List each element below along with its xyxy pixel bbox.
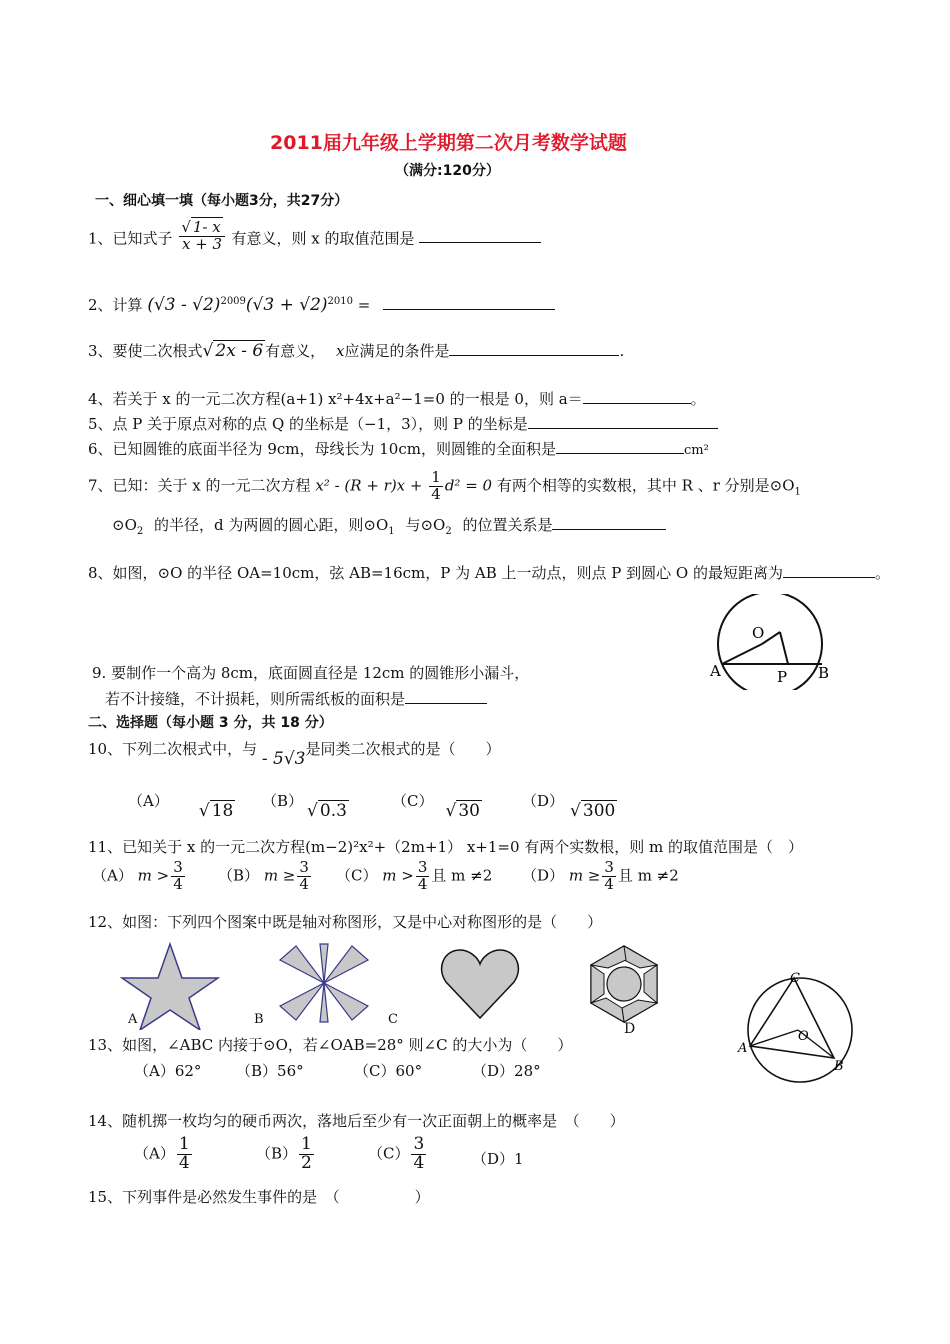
q3-end: . <box>619 342 625 360</box>
q13-option-c[interactable]: （C）60° <box>354 1062 423 1080</box>
q14-option-c[interactable]: （C） $\frac{3}{4}$ <box>368 1134 425 1173</box>
q1-fraction: $\frac{√ 1- x}{x + 3}$ <box>179 220 224 253</box>
q7-fraction: $\frac{1}{4}$ <box>431 468 441 503</box>
q8-segment-op <box>780 632 788 664</box>
question-9: 9. 要制作一个高为 8cm，底面圆直径是 12cm 的圆锥形小漏斗， <box>92 664 530 682</box>
section-1-heading: 一、细心填一填（每小题3分，共27分） <box>95 193 349 209</box>
q1-suffix: 有意义，则 x 的取值范围是 <box>231 229 415 248</box>
question-8 <box>88 562 890 583</box>
q8-circle <box>718 594 822 690</box>
q8-label-p: P <box>777 668 788 686</box>
q12-hexagon-figure[interactable] <box>582 942 666 1026</box>
q13-radius-oa <box>750 1030 798 1046</box>
q11-option-c[interactable]: （C） m > $\frac{3}{4}$ 且 m ≠2 <box>336 858 493 893</box>
q3-prefix: 3、要使二次根式 <box>88 342 203 360</box>
q1-answer-blank[interactable] <box>419 228 541 243</box>
section-2-heading: 二、选择题（每小题 3 分，共 18 分） <box>88 715 333 731</box>
q12-heart-figure[interactable] <box>440 946 520 1022</box>
q2-prefix: 2、计算 <box>88 296 143 314</box>
q7-prefix: 7、已知：关于 x 的一元二次方程 <box>88 476 311 495</box>
q3-suffix: 应满足的条件是 <box>344 342 450 360</box>
q1-prefix: 1、已知式子 <box>88 229 173 248</box>
q12-label-b: B <box>254 1012 264 1027</box>
q3-middle: 有意义， <box>265 342 326 360</box>
q9-answer-blank[interactable] <box>405 689 487 704</box>
q8-answer-blank[interactable] <box>783 563 875 578</box>
question-4 <box>88 388 706 409</box>
q4-text: 4、若关于 x 的一元二次方程(a+1) x²+4x+a²−1=0 的一根是 0，则 a＝ <box>88 390 583 408</box>
q2-answer-blank[interactable] <box>383 295 555 310</box>
q11-option-b[interactable]: （B） m ≥ $\frac{3}{4}$ <box>218 858 309 893</box>
heart-icon <box>442 950 519 1018</box>
q13-option-a[interactable]: （A）62° <box>134 1062 202 1080</box>
question-13: 13、如图，∠ABC 内接于⊙O，若∠OAB=28° 则∠C 的大小为（ ） <box>88 1036 573 1054</box>
q10-option-b[interactable]: （B） √ 0.3 <box>262 792 347 821</box>
q11-option-a[interactable]: （A） m > $\frac{3}{4}$ <box>92 858 183 893</box>
q5-text: 5、点 P 关于原点对称的点 Q 的坐标是（−1，3），则 P 的坐标是 <box>88 415 528 433</box>
q6-text: 6、已知圆锥的底面半径为 9cm，母线长为 10cm，则圆锥的全面积是 <box>88 440 556 458</box>
q13-label-c: C <box>790 971 800 986</box>
q2-exponent-2: 2010 <box>327 296 353 307</box>
q13-label-o: O <box>798 1029 809 1044</box>
q7-equation-part-2: d² = 0 <box>444 476 493 495</box>
q2-expr-1: (√3 - √2) <box>147 295 221 315</box>
q8-label-o: O <box>752 624 765 642</box>
question-6 <box>88 438 709 459</box>
question-14: 14、随机掷一枚均匀的硬币两次，落地后至少有一次正面朝上的概率是 （ ） <box>88 1112 625 1130</box>
q10-option-a[interactable]: （A） √ 18 <box>128 792 234 821</box>
page-title: 2011届九年级上学期第二次月考数学试题 <box>270 132 627 154</box>
q10-option-c[interactable]: （C） √ 30 <box>392 792 480 821</box>
q2-exponent-1: 2009 <box>220 296 246 307</box>
q3-variable: x <box>335 342 345 360</box>
q8-text: 8、如图，⊙O 的半径 OA=10cm，弦 AB=16cm，P 为 AB 上一动点，则点 P 到圆心 O 的最短距离为 <box>88 564 783 582</box>
q2-expr-2: (√3 + √2) <box>245 295 328 315</box>
q4-answer-blank[interactable] <box>583 389 691 404</box>
q14-option-a[interactable]: （A） $\frac{1}{4}$ <box>134 1134 190 1173</box>
q12-label-c: C <box>388 1012 398 1027</box>
q12-pinwheel-figure[interactable] <box>276 942 372 1024</box>
q7-condition: 有两个相等的实数根，其中 R 、r 分别是⊙O <box>496 476 795 495</box>
q12-label-d: D <box>624 1021 636 1037</box>
q4-end: 。 <box>690 390 706 408</box>
figure-q13-circle <box>734 968 866 1086</box>
q13-label-b: B <box>834 1059 844 1074</box>
q10-option-d[interactable]: （D） √ 300 <box>522 792 616 821</box>
q2-equals: = <box>357 296 371 314</box>
q8-label-a: A <box>710 662 721 680</box>
question-9-line-2: 若不计接缝，不计损耗，则所需纸板的面积是 <box>105 688 487 709</box>
q13-option-b[interactable]: （B）56° <box>236 1062 304 1080</box>
q8-segment <box>762 632 780 644</box>
q8-label-b: B <box>818 664 830 682</box>
question-10: 10、下列二次根式中，与 - 5√3是同类二次根式的是（ ） <box>88 740 501 769</box>
q14-option-d[interactable]: （D）1 <box>472 1150 524 1168</box>
q6-answer-blank[interactable] <box>556 439 684 454</box>
circle-icon <box>607 967 641 1001</box>
question-2 <box>88 294 555 315</box>
question-5 <box>88 413 718 434</box>
q5-answer-blank[interactable] <box>528 414 718 429</box>
figure-q8-circle <box>700 594 840 690</box>
q14-option-b[interactable]: （B） $\frac{1}{2}$ <box>256 1134 312 1173</box>
question-7: 7、已知：关于 x 的一元二次方程 x² - (R + r)x + $\frac{1}{4}$ d² = 0 有两个相等的实数根，其中 R 、r 分别是$⊙O_1$ <box>88 468 801 503</box>
q13-option-d[interactable]: （D）28° <box>472 1062 541 1080</box>
q10-expression: - 5√3 <box>261 749 306 769</box>
q8-end: 。 <box>874 564 890 582</box>
q3-radicand: 2x - 6 <box>215 341 264 361</box>
q11-option-d[interactable]: （D） m ≥ $\frac{3}{4}$ 且 m ≠2 <box>522 858 679 893</box>
question-3: 3、要使二次根式√ 2x - 6 有意义， x应满足的条件是 . <box>88 341 625 361</box>
q13-triangle <box>750 978 834 1058</box>
question-1 <box>88 218 541 253</box>
q8-radius-oa <box>722 644 762 664</box>
q13-label-a: A <box>738 1041 748 1056</box>
question-12: 12、如图：下列四个图案中既是轴对称图形，又是中心对称图形的是（ ） <box>88 913 603 931</box>
question-7-line-2: $⊙O_2$ 的半径，d 为两圆的圆心距，则$⊙O_1$ 与$⊙O_2$ 的位置关系是 <box>112 514 666 537</box>
question-11: 11、已知关于 x 的一元二次方程(m−2)²x²+（2m+1） x+1=0 有两个实数根，则 m 的取值范围是（ ） <box>88 838 804 856</box>
page-subtitle: （满分:120分） <box>395 163 500 179</box>
question-15: 15、下列事件是必然发生事件的是 （ ） <box>88 1188 430 1206</box>
q1-denominator: x + 3 <box>181 234 223 253</box>
q12-label-a: A <box>128 1012 138 1027</box>
q7-answer-blank[interactable] <box>552 515 666 530</box>
q7-equation-part-1: x² - (R + r)x + <box>315 476 423 495</box>
q3-answer-blank[interactable] <box>449 341 619 356</box>
q1-numerator: 1- x <box>192 218 221 236</box>
pinwheel-icon <box>280 944 368 1022</box>
q6-unit: cm² <box>683 443 709 458</box>
